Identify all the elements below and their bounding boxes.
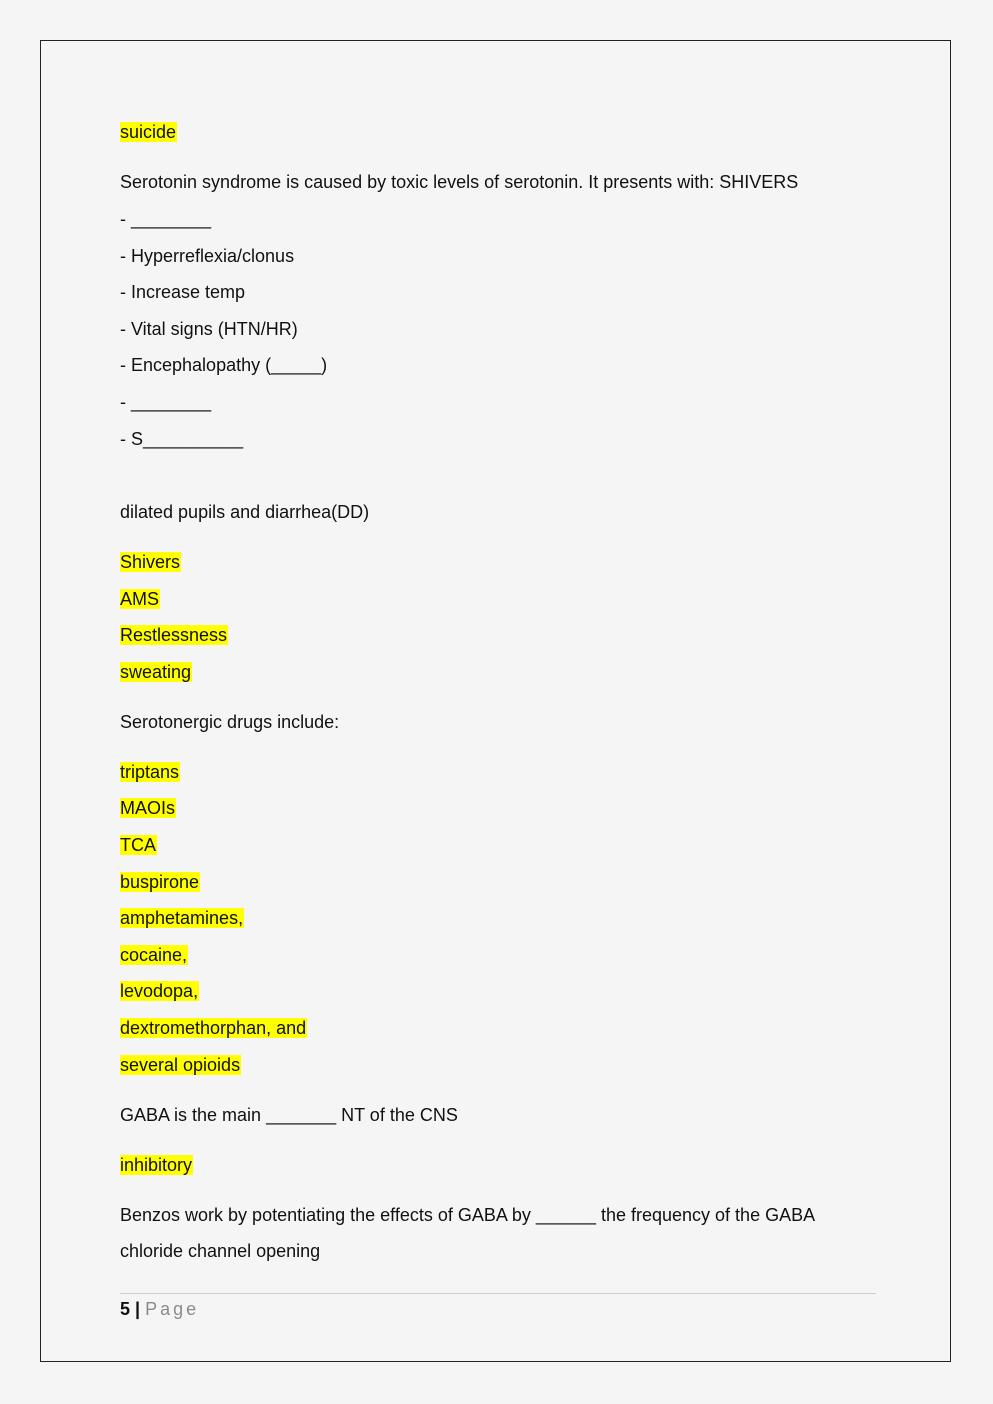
- answer-inhibitory: inhibitory: [120, 1155, 193, 1175]
- answer-maois: MAOIs: [120, 798, 176, 818]
- list-item-increase-temp: - Increase temp: [120, 282, 246, 302]
- answer-amphetamines: amphetamines,: [120, 908, 244, 928]
- page-label: Page: [145, 1299, 200, 1319]
- answer-restlessness: Restlessness: [120, 625, 228, 645]
- answer-dextromethorphan: dextromethorphan, and: [120, 1018, 307, 1038]
- footer-divider: [120, 1293, 876, 1294]
- footer-separator: |: [135, 1299, 141, 1319]
- list-item-blank-2: - ________: [120, 392, 212, 412]
- list-item-vital-signs: - Vital signs (HTN/HR): [120, 319, 298, 339]
- answer-tca: TCA: [120, 835, 156, 855]
- list-item-hyperreflexia: - Hyperreflexia/clonus: [120, 246, 295, 266]
- answer-shivers: Shivers: [120, 552, 181, 572]
- page-footer: [120, 1297, 199, 1321]
- answer-suicide: suicide: [120, 122, 177, 142]
- list-item-encephalopathy: - Encephalopathy (_____): [120, 355, 328, 375]
- answer-cocaine: cocaine,: [120, 945, 188, 965]
- document-page: [40, 40, 951, 1362]
- list-item-s-blank: - S__________: [120, 429, 244, 449]
- answer-levodopa: levodopa,: [120, 981, 199, 1001]
- question-serotonergic-drugs: Serotonergic drugs include:: [120, 712, 340, 732]
- page-number: 5: [120, 1299, 131, 1319]
- question-benzos-line-2: chloride channel opening: [120, 1241, 321, 1261]
- list-item-blank-1: - ________: [120, 209, 212, 229]
- answer-sweating: sweating: [120, 662, 192, 682]
- question-benzos-line-1: Benzos work by potentiating the effects of GABA by ______ the frequency of the GABA: [120, 1205, 816, 1225]
- answer-opioids: several opioids: [120, 1055, 241, 1075]
- text-dilated-pupils: dilated pupils and diarrhea(DD): [120, 502, 370, 522]
- question-serotonin-syndrome: Serotonin syndrome is caused by toxic levels of serotonin. It presents with: SHIVERS: [120, 172, 799, 192]
- answer-ams: AMS: [120, 589, 160, 609]
- answer-triptans: triptans: [120, 762, 180, 782]
- question-gaba: GABA is the main _______ NT of the CNS: [120, 1105, 458, 1125]
- answer-buspirone: buspirone: [120, 872, 200, 892]
